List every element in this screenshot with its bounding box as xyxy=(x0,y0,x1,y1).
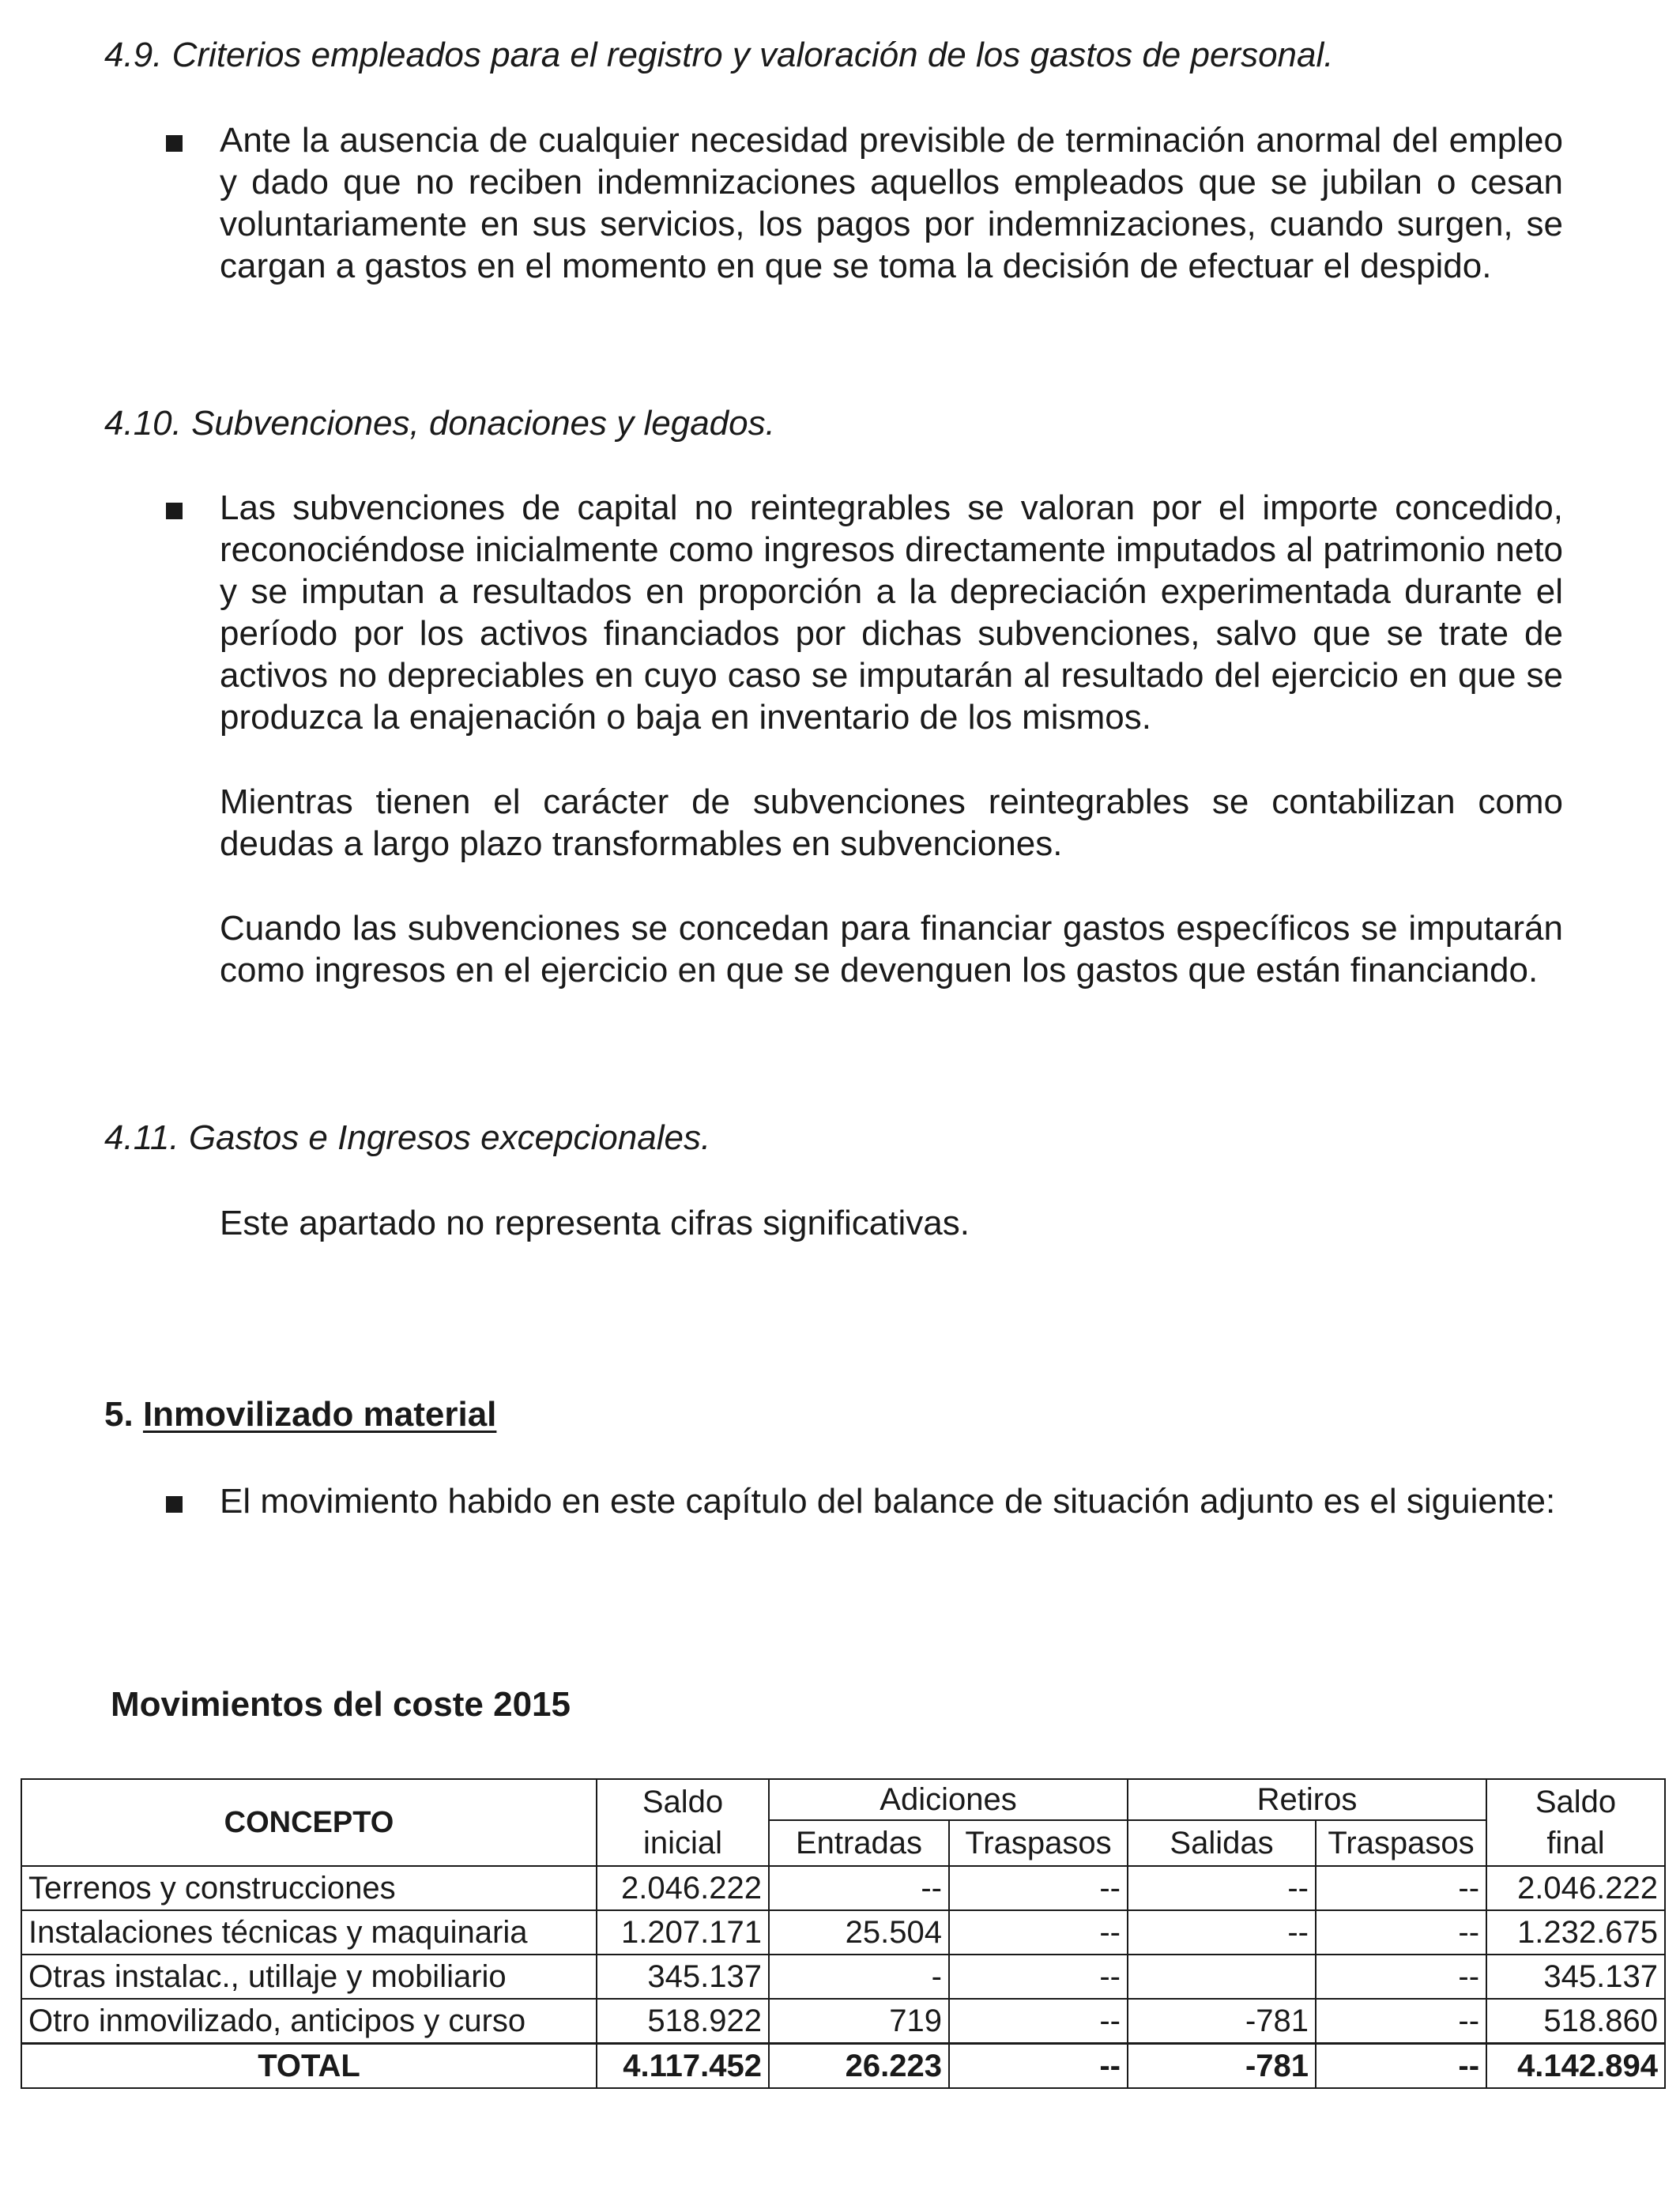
section-5-title: Inmovilizado material xyxy=(142,1395,497,1434)
cell-saldo-inicial: 2.046.222 xyxy=(597,1866,769,1910)
heading-4-10: 4.10. Subvenciones, donaciones y legados. xyxy=(104,404,775,443)
cell-traspasos-retiros: -- xyxy=(1316,1955,1486,1999)
paragraph-4-10-c: Cuando las subvenciones se concedan para financiar gastos específicos se imputarán como ingresos en el ejercicio en que se devenguen los gastos que están financiando. xyxy=(220,909,1563,990)
table-row xyxy=(21,1866,1665,1910)
cell-traspasos-adiciones: -- xyxy=(949,1999,1128,2044)
cell-traspasos-retiros: -- xyxy=(1316,1910,1486,1955)
cell-salidas xyxy=(1128,1955,1316,1999)
paragraph-4-10-b: Mientras tienen el carácter de subvenciones reintegrables se contabilizan como deudas a largo plazo transformables en subvenciones. xyxy=(220,782,1563,863)
header-salidas: Salidas xyxy=(1128,1820,1316,1866)
cell-total-saldo-final: 4.142.894 xyxy=(1486,2044,1665,2089)
cell-traspasos-adiciones: -- xyxy=(949,1955,1128,1999)
section-5-heading xyxy=(104,1394,496,1435)
header-traspasos-adiciones: Traspasos xyxy=(949,1820,1128,1866)
bullet-square-icon xyxy=(166,135,183,152)
section-5-number: 5. xyxy=(104,1395,134,1434)
cell-total-traspasos-retiros: -- xyxy=(1316,2044,1486,2089)
table-row xyxy=(21,1910,1665,1955)
header-traspasos-retiros: Traspasos xyxy=(1316,1820,1486,1866)
paragraph-4-10-a: Las subvenciones de capital no reintegrables se valoran por el importe concedido, reconociéndose inicialmente como ingresos directamente imputados al patrimonio neto y se imputan a resultados en proporción a la depreciación experimentada durante el período por los activos financiados por dichas subvenciones, salvo que se trate de activos no depreciables en cuyo caso se imputarán al resultado del ejercicio en que se produzca la enajenación o baja en inventario de los mismos. xyxy=(220,488,1563,737)
cell-total-label: TOTAL xyxy=(21,2044,597,2089)
cell-traspasos-retiros: -- xyxy=(1316,1866,1486,1910)
table-row xyxy=(21,1955,1665,1999)
cell-total-salidas: -781 xyxy=(1128,2044,1316,2089)
paragraph-4-9: Ante la ausencia de cualquier necesidad previsible de terminación anormal del empleo y dado que no reciben indemnizaciones aquellos empleados que se jubilan o cesan voluntariamente en sus servicios, los pagos por indemnizaciones, cuando surgen, se cargan a gastos en el momento en que se toma la decisión de efectuar el despido. xyxy=(220,121,1563,285)
table-header-row xyxy=(21,1779,1665,1820)
cell-entradas: - xyxy=(769,1955,949,1999)
table-row xyxy=(21,1999,1665,2044)
cell-saldo-final: 518.860 xyxy=(1486,1999,1665,2044)
cell-traspasos-adiciones: -- xyxy=(949,1910,1128,1955)
cell-total-saldo-inicial: 4.117.452 xyxy=(597,2044,769,2089)
header-saldo-final: Saldo final xyxy=(1486,1779,1665,1866)
bullet-square-icon xyxy=(166,503,183,519)
cell-salidas: -- xyxy=(1128,1910,1316,1955)
cell-saldo-final: 1.232.675 xyxy=(1486,1910,1665,1955)
heading-4-11: 4.11. Gastos e Ingresos excepcionales. xyxy=(104,1118,711,1157)
cell-total-entradas: 26.223 xyxy=(769,2044,949,2089)
cell-traspasos-adiciones: -- xyxy=(949,1866,1128,1910)
cell-entradas: 719 xyxy=(769,1999,949,2044)
cell-total-traspasos-adiciones: -- xyxy=(949,2044,1128,2089)
cell-saldo-final: 2.046.222 xyxy=(1486,1866,1665,1910)
cell-saldo-inicial: 1.207.171 xyxy=(597,1910,769,1955)
bullet-square-icon xyxy=(166,1496,183,1513)
cell-salidas: -- xyxy=(1128,1866,1316,1910)
header-retiros: Retiros xyxy=(1128,1779,1486,1820)
table-title: Movimientos del coste 2015 xyxy=(111,1685,571,1724)
cost-movements-table xyxy=(21,1778,1666,2089)
header-adiciones: Adiciones xyxy=(769,1779,1128,1820)
cell-entradas: 25.504 xyxy=(769,1910,949,1955)
cell-concepto: Terrenos y construcciones xyxy=(21,1866,597,1910)
cell-traspasos-retiros: -- xyxy=(1316,1999,1486,2044)
cell-entradas: -- xyxy=(769,1866,949,1910)
header-saldo-inicial: Saldo inicial xyxy=(597,1779,769,1866)
cell-concepto: Otras instalac., utillaje y mobiliario xyxy=(21,1955,597,1999)
cell-saldo-inicial: 518.922 xyxy=(597,1999,769,2044)
cell-concepto: Otro inmovilizado, anticipos y curso xyxy=(21,1999,597,2044)
heading-4-9: 4.9. Criterios empleados para el registro y valoración de los gastos de personal. xyxy=(104,36,1334,74)
header-concepto: CONCEPTO xyxy=(21,1779,597,1866)
cell-concepto: Instalaciones técnicas y maquinaria xyxy=(21,1910,597,1955)
paragraph-5: El movimiento habido en este capítulo del balance de situación adjunto es el siguiente: xyxy=(220,1482,1556,1521)
cell-saldo-inicial: 345.137 xyxy=(597,1955,769,1999)
header-entradas: Entradas xyxy=(769,1820,949,1866)
cell-salidas: -781 xyxy=(1128,1999,1316,2044)
cell-saldo-final: 345.137 xyxy=(1486,1955,1665,1999)
table-total-row xyxy=(21,2044,1665,2089)
paragraph-4-11: Este apartado no representa cifras significativas. xyxy=(220,1204,970,1242)
